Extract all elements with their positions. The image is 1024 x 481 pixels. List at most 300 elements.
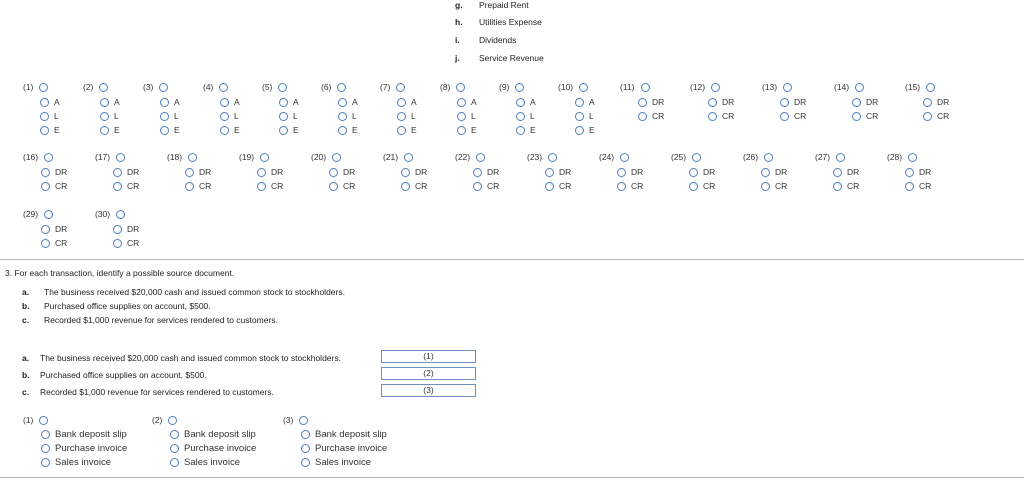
option-dr[interactable]	[761, 167, 787, 177]
answer-row-letter: b.	[22, 370, 30, 380]
option-a[interactable]	[100, 97, 120, 107]
radio-button[interactable]	[708, 98, 717, 107]
answer-row-text: The business received $20,000 cash and issued common stock to stockholders.	[40, 353, 341, 363]
radio-button[interactable]	[301, 430, 310, 439]
option-dr[interactable]	[852, 97, 878, 107]
option-dr[interactable]	[780, 97, 806, 107]
radio-button[interactable]	[575, 112, 584, 121]
radio-button[interactable]	[780, 98, 789, 107]
option-label: CR	[415, 181, 428, 191]
option-cr[interactable]	[780, 111, 806, 121]
radio-button[interactable]	[476, 153, 485, 162]
radio-button[interactable]	[457, 112, 466, 121]
drcr-question-header[interactable]	[527, 152, 557, 162]
option-l[interactable]	[40, 111, 59, 121]
radio-button[interactable]	[338, 98, 347, 107]
drcr-question-header[interactable]	[620, 82, 650, 92]
radio-button[interactable]	[170, 458, 179, 467]
radio-button[interactable]	[40, 112, 49, 121]
option-l[interactable]	[457, 111, 476, 121]
source-question-header[interactable]	[23, 415, 48, 425]
option-cr[interactable]	[708, 111, 734, 121]
drcr-question-header[interactable]	[239, 152, 269, 162]
drcr-question-header[interactable]	[383, 152, 413, 162]
radio-button[interactable]	[159, 83, 168, 92]
radio-button[interactable]	[301, 444, 310, 453]
radio-button[interactable]	[457, 126, 466, 135]
question-number: (3)	[283, 415, 294, 425]
radio-button[interactable]	[301, 458, 310, 467]
question-number: (9)	[499, 82, 510, 92]
option-a[interactable]	[279, 97, 299, 107]
source-option[interactable]	[41, 457, 111, 468]
radio-button[interactable]	[617, 168, 626, 177]
radio-button[interactable]	[545, 182, 554, 191]
option-label: L	[293, 111, 298, 121]
source-question-header[interactable]	[152, 415, 177, 425]
source-option[interactable]	[301, 457, 371, 468]
drcr-question-header[interactable]	[95, 209, 125, 219]
question-10-header[interactable]	[558, 82, 588, 92]
option-dr[interactable]	[401, 167, 427, 177]
question-number: (22)	[455, 152, 471, 162]
drcr-question-header[interactable]	[95, 152, 125, 162]
option-dr[interactable]	[923, 97, 949, 107]
option-a[interactable]	[575, 97, 595, 107]
radio-button[interactable]	[44, 153, 53, 162]
question-number: (2)	[152, 415, 163, 425]
radio-button[interactable]	[397, 98, 406, 107]
question-7-header[interactable]	[380, 82, 405, 92]
radio-button[interactable]	[457, 98, 466, 107]
bottom-divider	[0, 477, 1024, 478]
radio-button[interactable]	[397, 112, 406, 121]
radio-button[interactable]	[260, 153, 269, 162]
radio-button[interactable]	[279, 98, 288, 107]
radio-button[interactable]	[473, 182, 482, 191]
radio-button[interactable]	[40, 98, 49, 107]
option-dr[interactable]	[185, 167, 211, 177]
option-l[interactable]	[397, 111, 416, 121]
radio-button[interactable]	[575, 126, 584, 135]
radio-button[interactable]	[100, 98, 109, 107]
option-dr[interactable]	[617, 167, 643, 177]
option-l[interactable]	[220, 111, 239, 121]
radio-button[interactable]	[116, 153, 125, 162]
account-list-item	[455, 0, 529, 10]
radio-button[interactable]	[113, 239, 122, 248]
radio-button[interactable]	[708, 112, 717, 121]
source-option[interactable]	[41, 443, 127, 454]
option-a[interactable]	[40, 97, 60, 107]
drcr-question-header[interactable]	[671, 152, 701, 162]
option-cr[interactable]	[185, 181, 211, 191]
option-dr[interactable]	[905, 167, 931, 177]
source-option[interactable]	[301, 429, 387, 440]
radio-button[interactable]	[39, 83, 48, 92]
option-dr[interactable]	[638, 97, 664, 107]
option-a[interactable]	[397, 97, 417, 107]
option-label: DR	[722, 97, 735, 107]
radio-button[interactable]	[620, 153, 629, 162]
option-cr[interactable]	[761, 181, 787, 191]
radio-button[interactable]	[833, 168, 842, 177]
option-label: L	[54, 111, 59, 121]
question-6-header[interactable]	[321, 82, 346, 92]
option-cr[interactable]	[852, 111, 878, 121]
drcr-question-header[interactable]	[743, 152, 773, 162]
radio-button[interactable]	[689, 182, 698, 191]
radio-button[interactable]	[908, 153, 917, 162]
option-label: CR	[127, 181, 140, 191]
radio-button[interactable]	[41, 225, 50, 234]
source-question-header[interactable]	[283, 415, 308, 425]
option-label: CR	[847, 181, 860, 191]
source-option[interactable]	[170, 443, 256, 454]
radio-button[interactable]	[185, 182, 194, 191]
radio-button[interactable]	[44, 210, 53, 219]
option-cr[interactable]	[545, 181, 571, 191]
drcr-question-header[interactable]	[690, 82, 720, 92]
radio-button[interactable]	[279, 126, 288, 135]
option-l[interactable]	[338, 111, 357, 121]
radio-button[interactable]	[279, 112, 288, 121]
option-label: DR	[631, 167, 644, 177]
option-label: DR	[703, 167, 716, 177]
radio-button[interactable]	[692, 153, 701, 162]
option-dr[interactable]	[689, 167, 715, 177]
radio-button[interactable]	[39, 416, 48, 425]
radio-button[interactable]	[761, 182, 770, 191]
radio-button[interactable]	[220, 126, 229, 135]
radio-button[interactable]	[711, 83, 720, 92]
radio-button[interactable]	[170, 430, 179, 439]
option-a[interactable]	[457, 97, 477, 107]
radio-button[interactable]	[545, 168, 554, 177]
option-label: DR	[937, 97, 950, 107]
option-e[interactable]	[338, 125, 358, 135]
question-number: (25)	[671, 152, 687, 162]
option-label: DR	[487, 167, 500, 177]
radio-button[interactable]	[41, 182, 50, 191]
transaction-text: The business received $20,000 cash and issued common stock to stockholders.	[44, 287, 345, 297]
option-cr[interactable]	[923, 111, 949, 121]
radio-button[interactable]	[852, 112, 861, 121]
radio-button[interactable]	[780, 112, 789, 121]
account-name: Dividends	[479, 35, 517, 45]
option-cr[interactable]	[905, 181, 931, 191]
option-l[interactable]	[575, 111, 594, 121]
radio-button[interactable]	[257, 168, 266, 177]
option-label: E	[174, 125, 180, 135]
radio-button[interactable]	[905, 182, 914, 191]
question-number: (19)	[239, 152, 255, 162]
radio-button[interactable]	[99, 83, 108, 92]
radio-button[interactable]	[332, 153, 341, 162]
question-3-header[interactable]	[143, 82, 168, 92]
radio-button[interactable]	[40, 126, 49, 135]
transaction-letter: b.	[22, 301, 30, 311]
option-dr[interactable]	[257, 167, 283, 177]
radio-button[interactable]	[257, 182, 266, 191]
radio-button[interactable]	[852, 98, 861, 107]
option-label: Sales invoice	[315, 457, 371, 468]
radio-button[interactable]	[836, 153, 845, 162]
radio-button[interactable]	[41, 444, 50, 453]
option-cr[interactable]	[401, 181, 427, 191]
question-number: (18)	[167, 152, 183, 162]
radio-button[interactable]	[188, 153, 197, 162]
radio-button[interactable]	[329, 168, 338, 177]
drcr-question-header[interactable]	[887, 152, 917, 162]
option-l[interactable]	[100, 111, 119, 121]
option-cr[interactable]	[113, 181, 139, 191]
option-dr[interactable]	[708, 97, 734, 107]
radio-button[interactable]	[404, 153, 413, 162]
radio-button[interactable]	[641, 83, 650, 92]
drcr-question-header[interactable]	[599, 152, 629, 162]
radio-button[interactable]	[905, 168, 914, 177]
radio-button[interactable]	[170, 444, 179, 453]
option-cr[interactable]	[473, 181, 499, 191]
option-label: CR	[199, 181, 212, 191]
option-e[interactable]	[220, 125, 240, 135]
option-cr[interactable]	[833, 181, 859, 191]
option-label: CR	[271, 181, 284, 191]
answer-row-text: Recorded $1,000 revenue for services rendered to customers.	[40, 387, 274, 397]
radio-button[interactable]	[473, 168, 482, 177]
radio-button[interactable]	[575, 98, 584, 107]
option-label: DR	[55, 224, 68, 234]
option-cr[interactable]	[41, 238, 67, 248]
question-number: (20)	[311, 152, 327, 162]
radio-button[interactable]	[515, 83, 524, 92]
drcr-question-header[interactable]	[311, 152, 341, 162]
option-cr[interactable]	[617, 181, 643, 191]
option-cr[interactable]	[689, 181, 715, 191]
option-l[interactable]	[160, 111, 179, 121]
radio-button[interactable]	[168, 416, 177, 425]
option-dr[interactable]	[329, 167, 355, 177]
option-e[interactable]	[457, 125, 477, 135]
option-e[interactable]	[575, 125, 595, 135]
radio-button[interactable]	[638, 112, 647, 121]
option-label: A	[114, 97, 120, 107]
option-label: A	[411, 97, 417, 107]
radio-button[interactable]	[113, 182, 122, 191]
option-label: Purchase invoice	[55, 443, 128, 454]
radio-button[interactable]	[220, 112, 229, 121]
option-label: L	[234, 111, 239, 121]
option-label: CR	[559, 181, 572, 191]
option-dr[interactable]	[833, 167, 859, 177]
question-number: (12)	[690, 82, 706, 92]
answer-box[interactable]: (1)	[381, 350, 476, 363]
option-a[interactable]	[338, 97, 358, 107]
option-label: DR	[343, 167, 356, 177]
radio-button[interactable]	[338, 112, 347, 121]
radio-button[interactable]	[401, 168, 410, 177]
radio-button[interactable]	[116, 210, 125, 219]
option-label: CR	[703, 181, 716, 191]
option-label: A	[530, 97, 536, 107]
radio-button[interactable]	[548, 153, 557, 162]
radio-button[interactable]	[41, 430, 50, 439]
option-label: E	[114, 125, 120, 135]
question-5-header[interactable]	[262, 82, 287, 92]
option-label: Purchase invoice	[315, 443, 388, 454]
option-label: DR	[127, 167, 140, 177]
question-2-header[interactable]	[83, 82, 108, 92]
answer-row-letter: c.	[22, 387, 30, 397]
drcr-question-header[interactable]	[455, 152, 485, 162]
option-e[interactable]	[516, 125, 536, 135]
radio-button[interactable]	[160, 112, 169, 121]
drcr-question-header[interactable]	[834, 82, 864, 92]
question-number: (15)	[905, 82, 921, 92]
question-number: (11)	[620, 82, 635, 92]
radio-button[interactable]	[923, 98, 932, 107]
option-a[interactable]	[160, 97, 180, 107]
question-number: (6)	[321, 82, 332, 92]
drcr-question-header[interactable]	[23, 209, 53, 219]
option-label: Bank deposit slip	[184, 429, 256, 440]
option-label: CR	[487, 181, 500, 191]
option-dr[interactable]	[473, 167, 499, 177]
radio-button[interactable]	[329, 182, 338, 191]
radio-button[interactable]	[41, 239, 50, 248]
option-label: DR	[127, 224, 140, 234]
radio-button[interactable]	[41, 458, 50, 467]
option-e[interactable]	[40, 125, 60, 135]
account-letter: i.	[455, 35, 460, 45]
option-e[interactable]	[100, 125, 120, 135]
radio-button[interactable]	[337, 83, 346, 92]
option-dr[interactable]	[545, 167, 571, 177]
option-label: DR	[652, 97, 665, 107]
question-number: (14)	[834, 82, 850, 92]
question-1-header[interactable]	[23, 82, 48, 92]
source-option[interactable]	[41, 429, 127, 440]
radio-button[interactable]	[113, 168, 122, 177]
answer-row-text: Purchased office supplies on account, $500.	[40, 370, 207, 380]
option-cr[interactable]	[41, 181, 67, 191]
radio-button[interactable]	[456, 83, 465, 92]
answer-box[interactable]: (3)	[381, 384, 476, 397]
source-option[interactable]	[301, 443, 387, 454]
radio-button[interactable]	[579, 83, 588, 92]
option-label: DR	[271, 167, 284, 177]
answer-box[interactable]: (2)	[381, 367, 476, 380]
drcr-question-header[interactable]	[762, 82, 792, 92]
drcr-question-header[interactable]	[815, 152, 845, 162]
source-option[interactable]	[170, 429, 256, 440]
option-dr[interactable]	[113, 224, 139, 234]
radio-button[interactable]	[278, 83, 287, 92]
radio-button[interactable]	[397, 126, 406, 135]
option-cr[interactable]	[257, 181, 283, 191]
radio-button[interactable]	[783, 83, 792, 92]
option-l[interactable]	[279, 111, 298, 121]
question-number: (4)	[203, 82, 214, 92]
account-list-item	[455, 53, 544, 63]
option-label: L	[589, 111, 594, 121]
source-option[interactable]	[170, 457, 240, 468]
option-label: DR	[55, 167, 68, 177]
question-9-header[interactable]	[499, 82, 524, 92]
question-number: (1)	[23, 82, 34, 92]
radio-button[interactable]	[926, 83, 935, 92]
radio-button[interactable]	[617, 182, 626, 191]
drcr-question-header[interactable]	[905, 82, 935, 92]
option-cr[interactable]	[638, 111, 664, 121]
option-cr[interactable]	[329, 181, 355, 191]
drcr-question-header[interactable]	[23, 152, 53, 162]
transaction-text: Recorded $1,000 revenue for services rendered to customers.	[44, 315, 278, 325]
option-a[interactable]	[220, 97, 240, 107]
option-e[interactable]	[160, 125, 180, 135]
option-label: E	[234, 125, 240, 135]
option-dr[interactable]	[41, 167, 67, 177]
option-label: CR	[55, 238, 68, 248]
radio-button[interactable]	[923, 112, 932, 121]
drcr-question-header[interactable]	[167, 152, 197, 162]
radio-button[interactable]	[219, 83, 228, 92]
option-cr[interactable]	[113, 238, 139, 248]
radio-button[interactable]	[41, 168, 50, 177]
radio-button[interactable]	[100, 126, 109, 135]
option-label: Sales invoice	[184, 457, 240, 468]
radio-button[interactable]	[299, 416, 308, 425]
radio-button[interactable]	[516, 98, 525, 107]
question-number: (29)	[23, 209, 39, 219]
option-e[interactable]	[397, 125, 417, 135]
question-number: (10)	[558, 82, 574, 92]
option-dr[interactable]	[41, 224, 67, 234]
radio-button[interactable]	[833, 182, 842, 191]
option-label: E	[293, 125, 299, 135]
option-label: CR	[794, 111, 807, 121]
radio-button[interactable]	[185, 168, 194, 177]
radio-button[interactable]	[761, 168, 770, 177]
option-label: E	[589, 125, 595, 135]
radio-button[interactable]	[100, 112, 109, 121]
radio-button[interactable]	[855, 83, 864, 92]
option-l[interactable]	[516, 111, 535, 121]
radio-button[interactable]	[401, 182, 410, 191]
question-4-header[interactable]	[203, 82, 228, 92]
option-dr[interactable]	[113, 167, 139, 177]
option-a[interactable]	[516, 97, 536, 107]
radio-button[interactable]	[689, 168, 698, 177]
radio-button[interactable]	[638, 98, 647, 107]
radio-button[interactable]	[160, 126, 169, 135]
radio-button[interactable]	[113, 225, 122, 234]
question-number: (23)	[527, 152, 543, 162]
radio-button[interactable]	[396, 83, 405, 92]
question-8-header[interactable]	[440, 82, 465, 92]
radio-button[interactable]	[516, 112, 525, 121]
radio-button[interactable]	[516, 126, 525, 135]
question-number: (24)	[599, 152, 615, 162]
radio-button[interactable]	[338, 126, 347, 135]
account-name: Utilities Expense	[479, 17, 542, 27]
radio-button[interactable]	[160, 98, 169, 107]
radio-button[interactable]	[220, 98, 229, 107]
option-e[interactable]	[279, 125, 299, 135]
option-label: CR	[937, 111, 950, 121]
radio-button[interactable]	[764, 153, 773, 162]
